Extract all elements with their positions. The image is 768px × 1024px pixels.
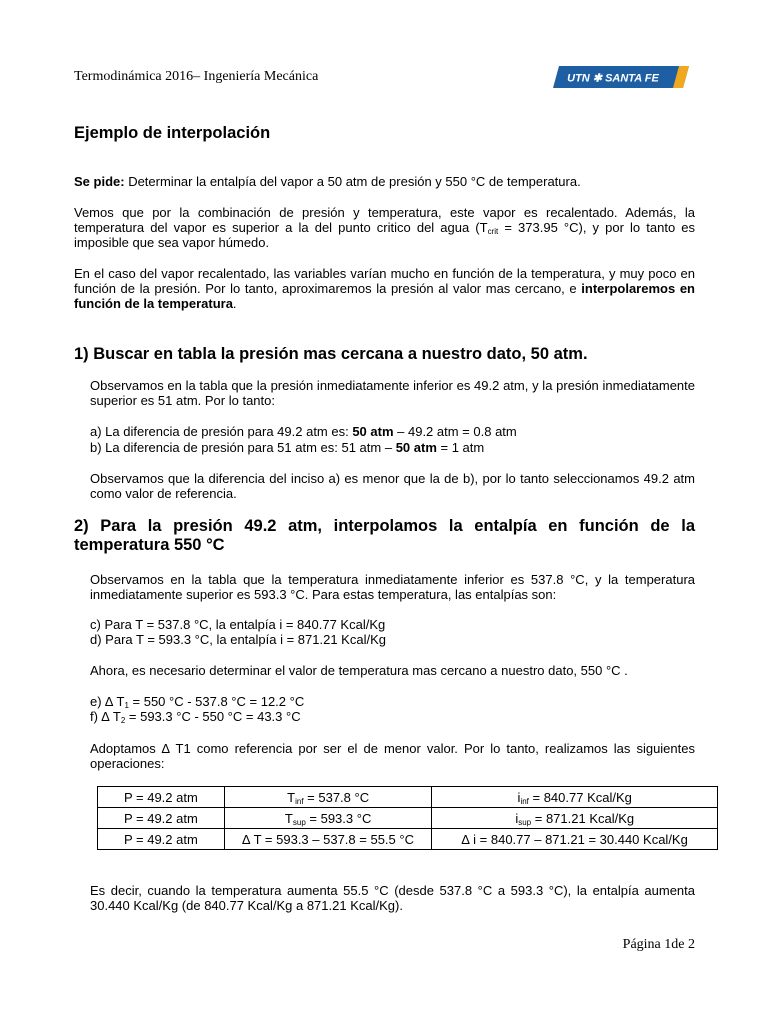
crit-subscript: crit (487, 227, 499, 237)
intro-p2-text-end: = 373.95 °C), y por lo tanto es imposible que sea vapor húmedo. (74, 220, 696, 251)
utn-santa-fe-logo (553, 66, 689, 88)
intro-paragraph-3 (74, 266, 695, 312)
table-cell-temperature (224, 787, 432, 808)
item-a-bold: 50 atm (352, 424, 394, 439)
item-a-text: a) La diferencia de presión para 49.2 atm es: (90, 424, 353, 439)
page-title: Ejemplo de interpolación (74, 124, 271, 142)
cell-text: T (284, 810, 293, 826)
cell-text-end: = 840.77 Kcal/Kg (528, 789, 632, 805)
section1-item-b (90, 440, 695, 455)
item-f-subscript: 2 (120, 716, 126, 725)
intro-se-pide (74, 174, 695, 189)
item-b-text: b) La diferencia de presión para 51 atm es: 51 atm – (90, 440, 396, 455)
item-b-bold: 50 atm (395, 440, 437, 455)
section2-item-d: d) Para T = 593.3 °C, la entalpía i = 871.21 Kcal/Kg (90, 632, 386, 647)
table-cell-pressure: P = 49.2 atm (98, 829, 225, 850)
cell-subscript: inf (295, 796, 304, 806)
item-e-text-end: = 550 °C - 537.8 °C = 12.2 °C (128, 694, 305, 709)
section1-paragraph-1: Observamos en la tabla que la presión inmediatamente inferior es 49.2 atm, y la presión inmediatamente superior es 51 atm. Por lo tanto: (90, 378, 695, 409)
section2-paragraph-1: Observamos en la tabla que la temperatura inmediatamente inferior es 537.8 °C, y la temperatura inmediatamente superior es 593.3 °C. Para estas temperatura, las entalpías son: (90, 572, 695, 603)
item-f-text-end: = 593.3 °C - 550 °C = 43.3 °C (125, 709, 301, 724)
table-cell-temperature (224, 808, 432, 829)
table-cell-delta-temperature: ∆ T = 593.3 – 537.8 = 55.5 °C (224, 829, 432, 850)
cell-text: i (517, 789, 521, 805)
interpolation-table (97, 786, 718, 850)
table-row (98, 787, 718, 808)
cell-text-end: = 593.3 °C (305, 810, 372, 826)
section2-item-e (90, 694, 695, 709)
cell-text-end: = 871.21 Kcal/Kg (531, 810, 635, 826)
intro-p3-bold: interpolaremos en función de la temperatura (74, 281, 695, 312)
se-pide-text: Determinar la entalpía del vapor a 50 atm de presión y 550 °C de temperatura. (124, 174, 581, 189)
cell-text-end: = 537.8 °C (303, 789, 370, 805)
header-course-title: Termodinámica 2016– Ingeniería Mecánica (74, 69, 319, 84)
intro-p3-text: En el caso del vapor recalentado, las variables varían mucho en función de la temperatura, y muy poco en función de la presión. Por lo tanto, aproximaremos la presión al valor mas cercano, e (74, 266, 695, 297)
se-pide-label: Se pide: (74, 174, 125, 189)
intro-p3-end: . (232, 296, 237, 312)
cell-text: i (515, 810, 519, 826)
table-cell-enthalpy (432, 787, 718, 808)
table-cell-pressure: P = 49.2 atm (98, 808, 225, 829)
section1-paragraph-2: Observamos que la diferencia del inciso a) es menor que la de b), por lo tanto seleccionamos 49.2 atm como valor de referencia. (90, 471, 695, 502)
table-cell-pressure: P = 49.2 atm (98, 787, 225, 808)
table-row (98, 829, 718, 850)
section1-heading: 1) Buscar en tabla la presión mas cercana a nuestro dato, 50 atm. (74, 345, 588, 363)
logo-text: UTN ✱ SANTA FE (567, 72, 659, 85)
item-f-text: f) ∆ T (90, 709, 121, 724)
section1-item-a (90, 424, 695, 439)
item-a-text-end: – 49.2 atm = 0.8 atm (393, 424, 517, 439)
cell-subscript: sup (292, 817, 306, 827)
cell-subscript: inf (520, 796, 529, 806)
item-e-text: e) ∆ T (90, 694, 125, 709)
intro-p2-text: Vemos que por la combinación de presión y temperatura, este vapor es recalentado. Además, la temperatura del vapor es superior a la del punto critico del agua (T (74, 205, 695, 236)
item-b-text-end: = 1 atm (436, 440, 485, 455)
section2-paragraph-3: Adoptamos ∆ T1 como referencia por ser el de menor valor. Por lo tanto, realizamos las siguientes operaciones: (90, 741, 695, 772)
table-cell-delta-enthalpy: ∆ i = 840.77 – 871.21 = 30.440 Kcal/Kg (432, 829, 718, 850)
cell-text: T (287, 789, 296, 805)
section2-item-f (90, 709, 695, 724)
item-e-subscript: 1 (124, 701, 129, 710)
section2-paragraph-2: Ahora, es necesario determinar el valor de temperatura mas cercano a nuestro dato, 550 °C . (90, 663, 628, 678)
table-row (98, 808, 718, 829)
table-cell-enthalpy (432, 808, 718, 829)
intro-paragraph-2 (74, 205, 695, 251)
cell-subscript: sup (518, 817, 532, 827)
section2-item-c: c) Para T = 537.8 °C, la entalpía i = 840.77 Kcal/Kg (90, 617, 386, 632)
page-number: Página 1de 2 (622, 937, 695, 952)
conclusion-paragraph: Es decir, cuando la temperatura aumenta 55.5 °C (desde 537.8 °C a 593.3 °C), la entalpía aumenta 30.440 Kcal/Kg (de 840.77 Kcal/Kg a 871.21 Kcal/Kg). (90, 883, 695, 914)
section2-heading: 2) Para la presión 49.2 atm, interpolamos la entalpía en función de la temperatura 550 °C (74, 517, 695, 554)
